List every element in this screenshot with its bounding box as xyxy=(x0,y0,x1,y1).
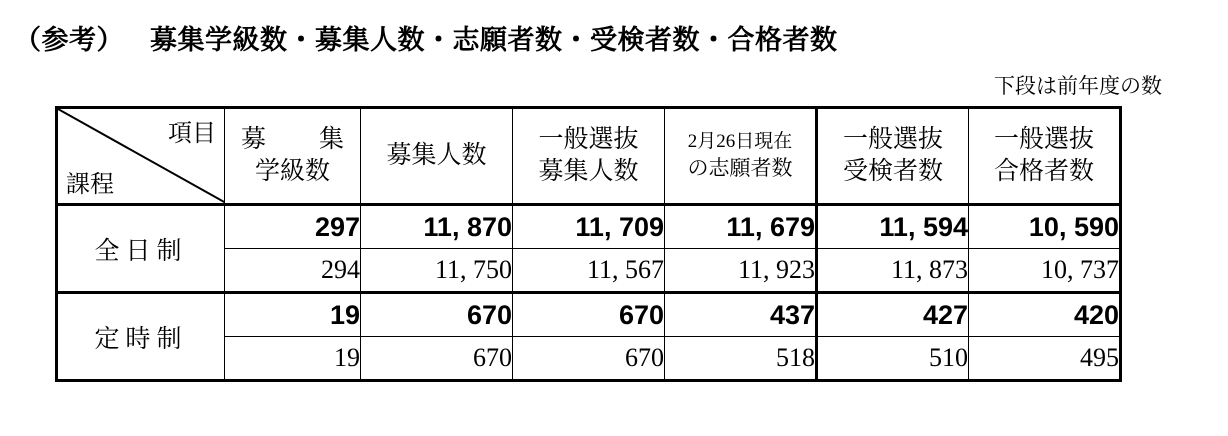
page-title-text: 募集学級数・募集人数・志願者数・受検者数・合格者数 xyxy=(150,25,838,55)
cell-value: 495 xyxy=(969,337,1121,381)
header-line2: 募集人数 xyxy=(538,158,639,185)
header-line2: 学級数 xyxy=(254,158,330,185)
header-applicants xyxy=(665,108,817,205)
row-label-fulltime: 全日制 xyxy=(57,205,225,293)
cell-value: 297 xyxy=(225,205,361,249)
header-corner-cell xyxy=(57,108,225,205)
header-general-recruit-people xyxy=(513,108,665,205)
statistics-table xyxy=(55,106,1122,382)
header-recruit-people xyxy=(361,108,513,205)
cell-value: 11, 870 xyxy=(361,205,513,249)
table-row xyxy=(57,205,1121,249)
page-title xyxy=(14,18,838,57)
cell-value: 11, 750 xyxy=(361,249,513,293)
table-header-row xyxy=(57,108,1121,205)
header-line1: 一般選抜 xyxy=(842,126,943,153)
cell-value: 11, 873 xyxy=(817,249,969,293)
header-line1: 募 集 xyxy=(240,126,358,153)
header-line1: 一般選抜 xyxy=(993,126,1094,153)
cell-value: 19 xyxy=(225,293,361,337)
cell-value: 11, 709 xyxy=(513,205,665,249)
cell-value: 427 xyxy=(817,293,969,337)
table-note: 下段は前年度の数 xyxy=(994,74,1162,98)
cell-value: 294 xyxy=(225,249,361,293)
header-line2: 合格者数 xyxy=(993,158,1094,185)
header-course-label: 課程 xyxy=(66,172,114,198)
cell-value: 670 xyxy=(361,337,513,381)
header-recruit-classes xyxy=(225,108,361,205)
cell-value: 437 xyxy=(665,293,817,337)
header-general-examinees xyxy=(817,108,969,205)
cell-value: 10, 737 xyxy=(969,249,1121,293)
cell-value: 10, 590 xyxy=(969,205,1121,249)
cell-value: 670 xyxy=(513,337,665,381)
header-line2: 受検者数 xyxy=(842,158,943,185)
cell-value: 670 xyxy=(361,293,513,337)
header-general-accepted xyxy=(969,108,1121,205)
table-row xyxy=(57,293,1121,337)
cell-value: 670 xyxy=(513,293,665,337)
cell-value: 420 xyxy=(969,293,1121,337)
page-title-prefix: （参考） xyxy=(14,25,124,55)
cell-value: 11, 679 xyxy=(665,205,817,249)
header-line2: 募集人数 xyxy=(386,142,487,169)
header-line2: の志願者数 xyxy=(687,155,793,180)
header-line1: 一般選抜 xyxy=(538,126,639,153)
cell-value: 11, 594 xyxy=(817,205,969,249)
header-item-label: 項目 xyxy=(168,121,216,147)
cell-value: 19 xyxy=(225,337,361,381)
header-line1: 2月26日現在 xyxy=(687,131,793,153)
cell-value: 11, 923 xyxy=(665,249,817,293)
cell-value: 11, 567 xyxy=(513,249,665,293)
row-label-parttime: 定時制 xyxy=(57,293,225,381)
cell-value: 518 xyxy=(665,337,817,381)
cell-value: 510 xyxy=(817,337,969,381)
